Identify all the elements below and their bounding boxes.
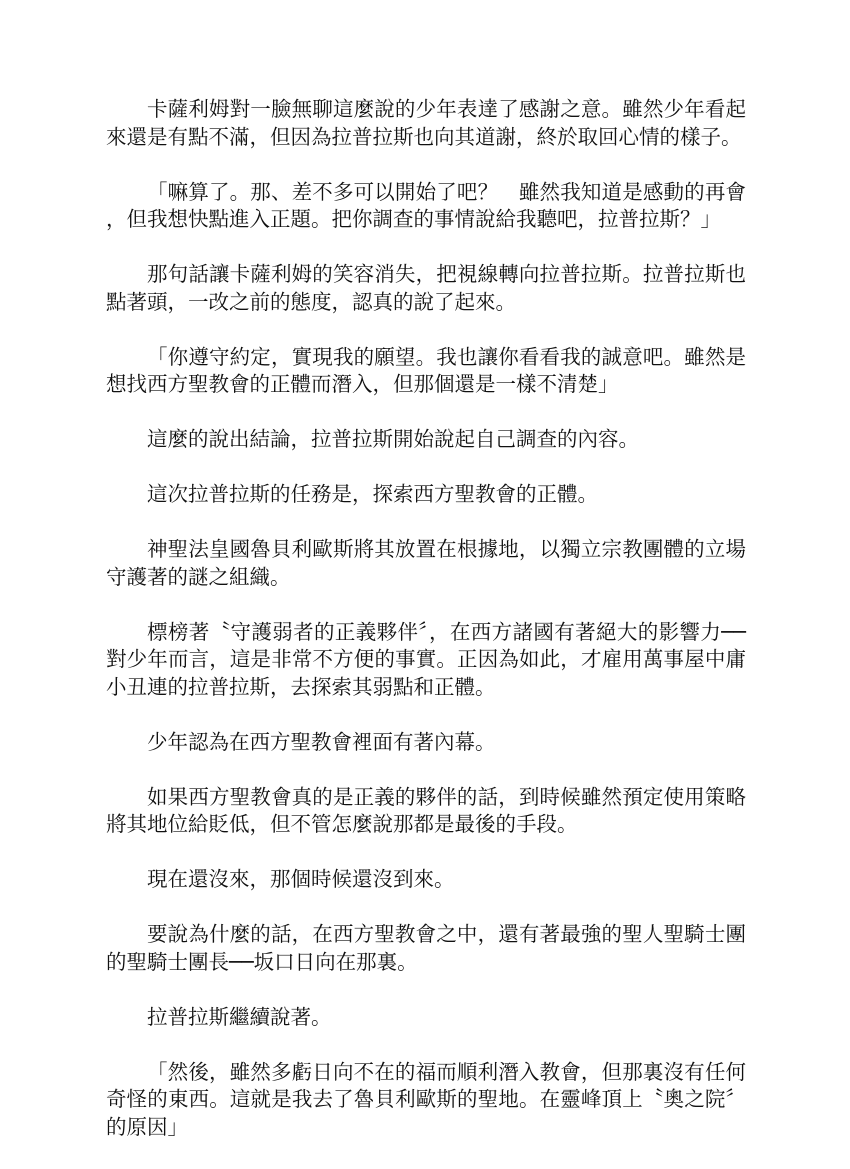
paragraph-2: 「嘛算了。那、差不多可以開始了吧？ 雖然我知道是感動的再會，但我想快點進入正題。把你調查的事情說給我聽吧，拉普拉斯？」	[106, 179, 746, 231]
paragraph-6: 這次拉普拉斯的任務是，探索西方聖教會的正體。	[147, 482, 598, 506]
paragraph-4: 「你遵守約定，實現我的願望。我也讓你看看我的誠意吧。雖然是想找西方聖教會的正體而潛入，但那個還是一樣不清楚」	[106, 344, 746, 396]
paragraph-5: 這麼的說出結論，拉普拉斯開始說起自己調查的內容。	[147, 427, 639, 451]
paragraph-8: 標榜著〝守護弱者的正義夥伴〞，在西方諸國有著絕大的影響力──對少年而言，這是非常不方便的事實。正因為如此，才雇用萬事屋中庸小丑連的拉普拉斯，去探索其弱點和正體。	[106, 619, 746, 699]
paragraph-7: 神聖法皇國魯貝利歐斯將其放置在根據地，以獨立宗教團體的立場守護著的謎之組織。	[106, 537, 746, 589]
paragraph-1: 卡薩利姆對一臉無聊這麼說的少年表達了感謝之意。雖然少年看起來還是有點不滿，但因為拉普拉斯也向其道謝，終於取回心情的樣子。	[106, 97, 746, 149]
paragraph-14: 「然後，雖然多虧日向不在的福而順利潛入教會，但那裏沒有任何奇怪的東西。這就是我去了魯貝利歐斯的聖地。在靈峰頂上〝奧之院〞的原因」	[106, 1059, 746, 1139]
paragraph-11: 現在還沒來，那個時候還沒到來。	[147, 867, 455, 891]
paragraph-3: 那句話讓卡薩利姆的笑容消失，把視線轉向拉普拉斯。拉普拉斯也點著頭，一改之前的態度，認真的說了起來。	[106, 262, 746, 314]
document-page	[106, 96, 746, 1169]
paragraph-10: 如果西方聖教會真的是正義的夥伴的話，到時候雖然預定使用策略將其地位給貶低，但不管怎麼說那都是最後的手段。	[106, 784, 746, 836]
paragraph-13: 拉普拉斯繼續說著。	[147, 1004, 332, 1029]
paragraph-12: 要說為什麼的話，在西方聖教會之中，還有著最強的聖人聖騎士團的聖騎士團長──坂口日向在那裏。	[106, 922, 746, 974]
paragraph-9: 少年認為在西方聖教會裡面有著內幕。	[147, 729, 496, 754]
